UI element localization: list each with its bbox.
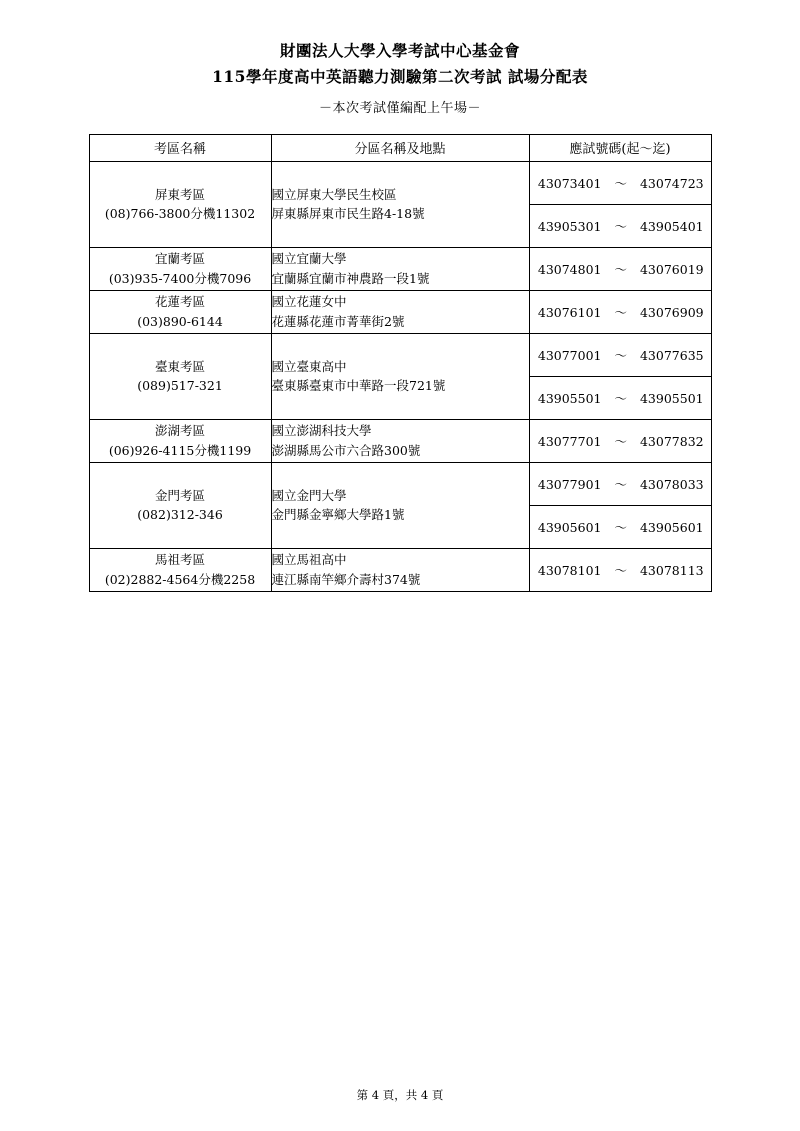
venue-address: 澎湖縣馬公市六合路300號 [271,442,421,458]
code-cell [529,376,711,419]
code-end: 43905601 [639,519,704,535]
code-end: 43074723 [639,175,704,191]
venue-name: 國立澎湖科技大學 [271,423,372,439]
table-row [89,419,711,462]
venue-name: 國立宜蘭大學 [271,251,347,267]
page-footer: 第 4 頁，共 4 頁 [356,1088,444,1102]
area-phone: (02)2882-4564分機2258 [104,571,256,587]
venue-name: 國立馬祖高中 [271,552,347,568]
area-phone: (089)517-321 [137,378,223,394]
area-name: 花蓮考區 [154,294,205,310]
area-name: 金門考區 [154,487,205,503]
table-row [89,247,711,290]
page-title: 115學年度高中英語聽力測驗第二次考試 試場分配表 [212,67,588,87]
code-start: 43077701 [537,433,602,449]
code-separator: ～ [614,304,627,320]
code-start: 43905301 [537,218,602,234]
code-separator: ～ [614,261,627,277]
code-separator: ～ [614,562,627,578]
table-row [89,462,711,505]
area-name: 屏東考區 [154,186,205,202]
area-cell [89,247,271,290]
code-end: 43078033 [639,476,704,492]
area-cell [89,290,271,333]
code-end: 43077832 [639,433,704,449]
code-start: 43074801 [537,261,602,277]
code-separator: ～ [614,519,627,535]
code-separator: ～ [614,175,627,191]
column-header-area: 考區名稱 [89,134,271,161]
venue-address: 花蓮縣花蓮市菁華街2號 [271,313,405,329]
area-cell [89,548,271,591]
area-phone: (03)935-7400分機7096 [108,270,252,286]
code-cell [529,505,711,548]
venue-name: 國立金門大學 [271,487,347,503]
venue-name: 國立屏東大學民生校區 [271,186,397,202]
code-cell [529,462,711,505]
code-separator: ～ [614,390,627,406]
table-row [89,161,711,204]
venue-address: 臺東縣臺東市中華路一段721號 [271,378,446,394]
table-header [89,134,711,161]
area-name: 宜蘭考區 [154,251,205,267]
code-start: 43078101 [537,562,602,578]
area-phone: (08)766-3800分機11302 [104,206,256,222]
organization-title: 財團法人大學入學考試中心基金會 [279,41,520,60]
document-header [60,38,740,116]
column-header-venue: 分區名稱及地點 [271,134,529,161]
table-body [89,161,711,591]
code-end: 43076019 [639,261,704,277]
code-cell [529,290,711,333]
code-separator: ～ [614,433,627,449]
area-cell [89,333,271,419]
code-start: 43905501 [537,390,602,406]
venue-address: 連江縣南竿鄉介壽村374號 [271,571,421,587]
code-end: 43078113 [639,562,704,578]
venue-cell [271,419,529,462]
venue-cell [271,462,529,548]
venue-name: 國立臺東高中 [271,358,347,374]
code-start: 43077901 [537,476,602,492]
area-name: 臺東考區 [154,358,205,374]
area-name: 澎湖考區 [154,423,205,439]
code-start: 43073401 [537,175,602,191]
venue-cell [271,333,529,419]
area-name: 馬祖考區 [154,552,205,568]
code-start: 43077001 [537,347,602,363]
code-end: 43905401 [639,218,704,234]
code-end: 43077635 [639,347,704,363]
area-cell [89,462,271,548]
code-cell [529,548,711,591]
table-row [89,548,711,591]
area-phone: (06)926-4115分機1199 [108,442,252,458]
column-header-code: 應試號碼(起～迄) [529,134,711,161]
code-start: 43905601 [537,519,602,535]
venue-cell [271,290,529,333]
code-start: 43076101 [537,304,602,320]
venue-name: 國立花蓮女中 [271,294,347,310]
venue-cell [271,548,529,591]
area-phone: (082)312-346 [137,507,223,523]
venue-cell [271,161,529,247]
code-cell [529,333,711,376]
code-cell [529,419,711,462]
venue-cell [271,247,529,290]
table-row [89,333,711,376]
venue-address: 屏東縣屏東市民生路4-18號 [271,206,425,222]
code-cell [529,204,711,247]
table-row [89,290,711,333]
code-end: 43905501 [639,390,704,406]
area-cell [89,419,271,462]
code-separator: ～ [614,347,627,363]
code-cell [529,247,711,290]
page-subtitle: －本次考試僅編配上午場－ [318,100,481,116]
venue-address: 宜蘭縣宜蘭市神農路一段1號 [271,270,430,286]
code-end: 43076909 [639,304,704,320]
area-phone: (03)890-6144 [137,313,223,329]
exam-venue-table [89,134,712,592]
code-cell [529,161,711,204]
table-header-row [89,134,711,161]
code-separator: ～ [614,476,627,492]
code-separator: ～ [614,218,627,234]
area-cell [89,161,271,247]
venue-address: 金門縣金寧鄉大學路1號 [271,507,405,523]
